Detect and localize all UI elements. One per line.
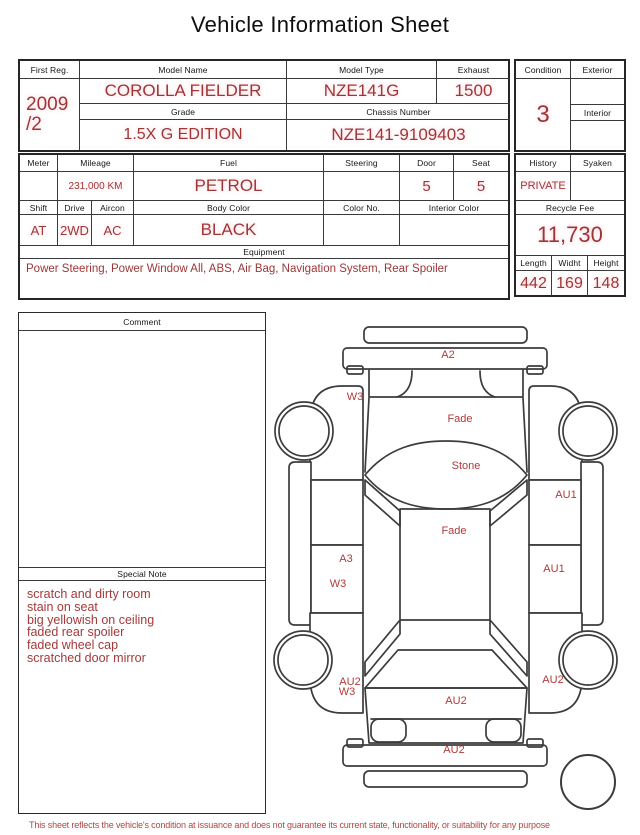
grade-value: 1.5X G EDITION: [80, 120, 287, 150]
first-reg-label: First Reg.: [20, 61, 80, 79]
rear-garnish-bar: [364, 771, 527, 787]
steering-value: [324, 172, 400, 200]
equipment-value: Power Steering, Power Window All, ABS, Air Bag, Navigation System, Rear Spoiler: [26, 263, 448, 275]
meter-value: [20, 172, 58, 200]
body-color-value: BLACK: [134, 215, 324, 245]
syaken-value: [571, 172, 624, 200]
sill-left: [289, 462, 311, 625]
damage-label-door-rear-left-1: A3: [339, 553, 353, 565]
history-value: PRIVATE: [516, 172, 571, 200]
spare-tire: [561, 755, 615, 809]
special-note-line: faded wheel cap: [27, 638, 119, 653]
model-name-value: COROLLA FIELDER: [80, 79, 287, 104]
door-front-left: [311, 480, 363, 545]
interior-color-label: Interior Color: [400, 201, 508, 215]
recycle-fee-section: [516, 200, 624, 255]
equipment-label: Equipment: [20, 246, 508, 259]
interior-label: Interior: [571, 105, 624, 121]
damage-label-rear-bumper: AU2: [443, 744, 465, 756]
damage-label-fender-rear-left-1: AU2: [339, 676, 361, 688]
length-value: 442: [516, 271, 552, 296]
chassis-number-label: Chassis Number: [287, 104, 510, 120]
height-value: 148: [592, 274, 620, 292]
hood-outline: [369, 370, 523, 397]
model-type-label: Model Type: [287, 61, 437, 79]
damage-label-fender-rear-left-2: W3: [338, 686, 356, 698]
front-garnish-bar: [364, 327, 527, 343]
extra-table: [514, 153, 626, 297]
shift-label: Shift: [20, 201, 58, 215]
chassis-number-value: NZE141-9109403: [331, 125, 466, 144]
damage-label-door-front-right: AU1: [555, 489, 577, 501]
damage-label-fender-rear-right: AU2: [542, 674, 564, 686]
special-note-content: [19, 581, 265, 813]
comment-header: Comment: [19, 313, 265, 331]
seat-value: 5: [476, 177, 486, 195]
recycle-fee-value: 11,730: [537, 222, 603, 247]
hood-corner-arcs: [397, 371, 495, 397]
mileage-label: Mileage: [58, 155, 134, 172]
front-bumper-tab-right: [527, 366, 543, 374]
recycle-fee-label: Recycle Fee: [516, 201, 624, 215]
exhaust-value: 1500: [437, 79, 510, 104]
special-note-line: big yellowish on ceiling: [27, 612, 155, 627]
windshield-glass: [365, 441, 527, 509]
rear-corner-left: [371, 719, 406, 742]
car-diagram: [270, 310, 640, 818]
damage-label-rear-gate: AU2: [445, 695, 467, 707]
history-label: History: [516, 155, 571, 172]
first-reg-value: 2009 /2: [20, 79, 80, 150]
drive-value: 2WD: [58, 215, 92, 245]
rear-window: [365, 650, 527, 688]
length-label: Length: [516, 256, 552, 271]
fuel-value: PETROL: [134, 172, 324, 200]
shift-value: AT: [20, 215, 58, 245]
equipment-section: [20, 245, 508, 302]
comment-box: [18, 312, 266, 814]
seat-label: Seat: [454, 155, 508, 172]
disclaimer-text: This sheet reflects the vehicle's condition at issuance and does not guarantee its current state, functionality, or suitability for any purpose: [29, 820, 550, 830]
condition-table: [514, 59, 626, 152]
special-note-line: faded rear spoiler: [27, 625, 125, 640]
spec-table: [18, 153, 510, 300]
damage-label-windshield: Fade: [447, 413, 473, 425]
meter-label: Meter: [20, 155, 58, 172]
door-label: Door: [400, 155, 454, 172]
mileage-value: 231,000 KM: [58, 172, 134, 200]
rear-corner-right: [486, 719, 521, 742]
width-value: 169: [552, 271, 588, 296]
drive-label: Drive: [58, 201, 92, 215]
special-note-line: scratch and dirty room: [27, 587, 151, 601]
width-label: Widht: [552, 256, 588, 271]
damage-label-door-rear-left-2: W3: [329, 578, 347, 590]
syaken-label: Syaken: [571, 155, 624, 172]
sill-right: [581, 462, 603, 625]
a-pillar-right: [490, 480, 527, 526]
damage-label-front-bumper: A2: [441, 349, 455, 361]
steering-label: Steering: [324, 155, 400, 172]
comment-content: [19, 331, 265, 567]
exterior-value: [571, 79, 624, 105]
grade-label: Grade: [80, 104, 287, 120]
a-pillar-left: [365, 480, 400, 526]
aircon-label: Aircon: [92, 201, 134, 215]
model-name-label: Model Name: [80, 61, 287, 79]
special-note-line: stain on seat: [27, 599, 98, 614]
door-rear-right: [529, 545, 581, 613]
exhaust-label: Exhaust: [437, 61, 510, 79]
exterior-label: Exterior: [571, 61, 624, 79]
height-label: Height: [588, 256, 624, 271]
condition-label: Condition: [516, 61, 571, 79]
wheel-front-right: [559, 402, 617, 460]
damage-label-door-rear-right: AU1: [543, 563, 565, 575]
damage-label-roof: Fade: [441, 525, 467, 537]
wheel-rear-right: [559, 631, 617, 689]
body-color-label: Body Color: [134, 201, 324, 215]
special-note-line: scratched door mirror: [27, 650, 146, 665]
page-title: Vehicle Information Sheet: [190, 12, 450, 37]
vehicle-table: [18, 59, 510, 152]
wheel-rear-left: [274, 631, 332, 689]
front-bumper-tab-left: [347, 366, 363, 374]
color-no-label: Color No.: [324, 201, 400, 215]
damage-label-glass: Stone: [451, 460, 481, 472]
interior-value: [571, 121, 624, 150]
model-type-value: NZE141G: [287, 79, 437, 104]
aircon-value: AC: [92, 215, 134, 245]
windshield-sides: [365, 398, 527, 472]
fuel-label: Fuel: [134, 155, 324, 172]
wheel-front-left: [275, 402, 333, 460]
door-value: 5: [400, 172, 454, 200]
interior-color-value: [400, 215, 508, 245]
special-note-header: Special Note: [19, 567, 265, 581]
damage-label-fender-front-left: W3: [346, 391, 364, 403]
color-no-value: [324, 215, 400, 245]
condition-value: 3: [516, 79, 571, 150]
